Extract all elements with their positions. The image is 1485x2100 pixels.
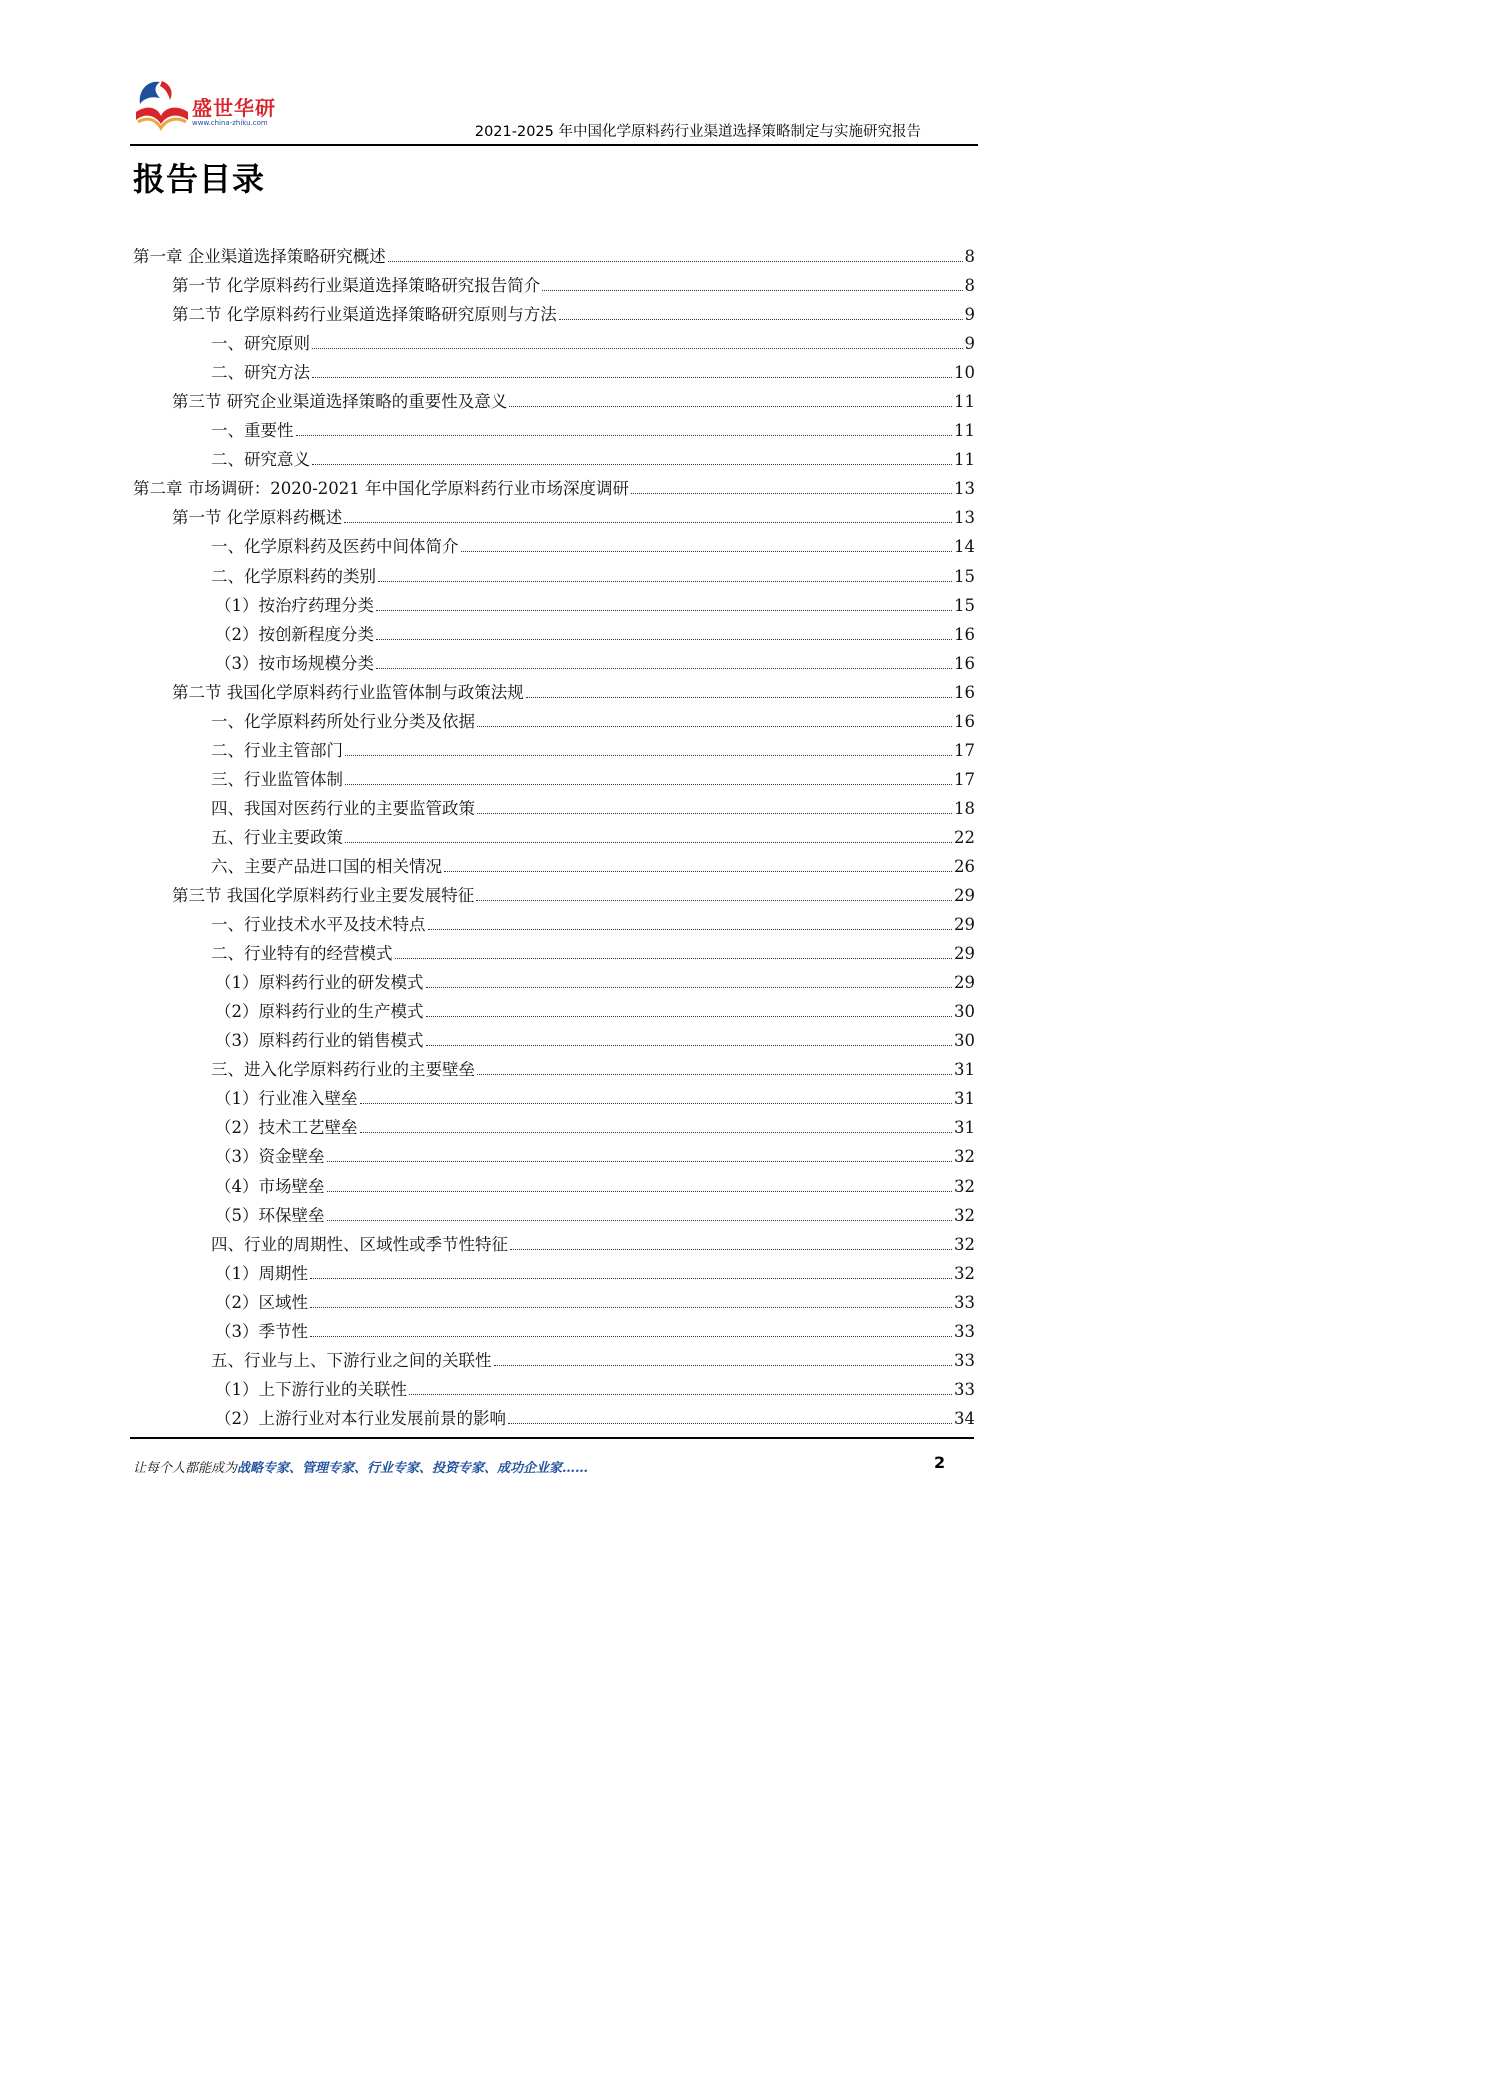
toc-entry-label: （2）上游行业对本行业发展前景的影响 [215, 1408, 506, 1428]
toc-entry-page: 10 [954, 363, 975, 383]
toc-dot-leader [461, 550, 953, 552]
toc-entry-page: 32 [954, 1205, 975, 1225]
toc-entry-page: 33 [954, 1321, 975, 1341]
toc-entry-label: 第一章 企业渠道选择策略研究概述 [133, 247, 386, 266]
toc-entry[interactable] [133, 474, 975, 503]
toc-entry[interactable] [133, 1404, 975, 1433]
toc-entry-page: 16 [954, 624, 975, 644]
toc-entry-label: 五、行业与上、下游行业之间的关联性 [211, 1350, 492, 1370]
toc-entry-page: 17 [954, 769, 975, 789]
toc-dot-leader [327, 1160, 953, 1162]
toc-entry-page: 14 [954, 537, 975, 557]
footer-divider [130, 1437, 974, 1439]
toc-entry-page: 32 [954, 1263, 975, 1283]
toc-entry-label: （3）原料药行业的销售模式 [215, 1031, 424, 1051]
toc-entry-page: 29 [954, 973, 975, 993]
toc-entry[interactable] [133, 707, 975, 736]
toc-entry-label: 五、行业主要政策 [211, 827, 343, 847]
toc-entry-label: 第二章 市场调研：2020-2021 年中国化学原料药行业市场深度调研 [133, 479, 630, 499]
page-header [130, 78, 978, 146]
toc-dot-leader [378, 580, 952, 582]
toc-entry[interactable] [133, 1201, 975, 1230]
toc-entry-label: 一、行业技术水平及技术特点 [211, 915, 426, 935]
toc-entry-page: 11 [954, 421, 975, 441]
toc-dot-leader [327, 1190, 953, 1192]
toc-entry[interactable] [133, 794, 975, 823]
toc-entry[interactable] [133, 445, 975, 474]
toc-entry-page: 13 [954, 479, 975, 499]
toc-entry-page: 32 [954, 1234, 975, 1254]
toc-dot-leader [327, 1219, 953, 1221]
company-logo [130, 78, 290, 138]
logo-brand-name: 盛世华研 [192, 96, 276, 120]
toc-dot-leader [444, 870, 952, 872]
book-logo-icon [130, 78, 192, 134]
toc-entry-page: 11 [954, 450, 975, 470]
toc-entry-label: （4）市场壁垒 [215, 1176, 325, 1196]
toc-entry-label: （3）季节性 [215, 1321, 308, 1341]
toc-entry[interactable] [133, 358, 975, 387]
toc-entry-label: 三、行业监管体制 [211, 769, 343, 789]
toc-entry-page: 30 [954, 1031, 975, 1051]
toc-entry-page: 11 [954, 392, 975, 412]
toc-entry-label: 二、研究意义 [211, 450, 310, 470]
toc-entry-label: 第一节 化学原料药概述 [172, 508, 343, 528]
toc-entry-label: 二、化学原料药的类别 [211, 566, 376, 586]
toc-entry[interactable] [133, 1026, 975, 1055]
toc-entry[interactable] [133, 1259, 975, 1288]
toc-entry-page: 29 [954, 915, 975, 935]
page-number: 2 [934, 1453, 946, 1472]
toc-dot-leader [312, 463, 952, 465]
toc-entry-label: （2）按创新程度分类 [215, 624, 374, 644]
toc-entry[interactable] [133, 736, 975, 765]
toc-dot-leader [526, 696, 952, 698]
toc-dot-leader [477, 725, 952, 727]
toc-dot-leader [345, 841, 952, 843]
toc-dot-leader [312, 376, 952, 378]
toc-entry-label: （5）环保壁垒 [215, 1205, 325, 1225]
toc-entry-page: 33 [954, 1292, 975, 1312]
toc-entry-label: 一、重要性 [211, 421, 294, 441]
toc-dot-leader [426, 1044, 953, 1046]
toc-entry-page: 13 [954, 508, 975, 528]
toc-entry-page: 34 [954, 1408, 975, 1428]
footer-slogan [133, 1457, 588, 1476]
toc-entry[interactable] [133, 765, 975, 794]
toc-entry[interactable] [133, 416, 975, 445]
toc-entry[interactable] [133, 910, 975, 939]
toc-entry-page: 29 [954, 886, 975, 906]
toc-dot-leader [388, 260, 963, 262]
table-of-contents [133, 242, 975, 1433]
toc-dot-leader [428, 928, 953, 930]
toc-entry-label: 二、研究方法 [211, 363, 310, 383]
toc-dot-leader [508, 1422, 952, 1424]
toc-dot-leader [345, 754, 952, 756]
report-title: 2021-2025 年中国化学原料药行业渠道选择策略制定与实施研究报告 [474, 124, 921, 140]
toc-entry[interactable] [133, 968, 975, 997]
toc-entry-label: 第二节 我国化学原料药行业监管体制与政策法规 [172, 682, 524, 702]
toc-entry[interactable] [133, 997, 975, 1026]
toc-entry-page: 8 [964, 247, 975, 266]
toc-entry[interactable] [133, 1055, 975, 1084]
toc-entry[interactable] [133, 329, 975, 358]
toc-dot-leader [296, 434, 953, 436]
toc-entry[interactable] [133, 1288, 975, 1317]
toc-entry-label: 第三节 我国化学原料药行业主要发展特征 [172, 886, 475, 906]
toc-entry[interactable] [133, 1230, 975, 1259]
toc-dot-leader [310, 1306, 952, 1308]
toc-dot-leader [376, 638, 952, 640]
toc-entry-label: （1）行业准入壁垒 [215, 1089, 358, 1109]
toc-dot-leader [426, 986, 953, 988]
toc-entry[interactable] [133, 1142, 975, 1171]
toc-entry-label: 四、我国对医药行业的主要监管政策 [211, 798, 475, 818]
toc-entry-label: 一、化学原料药所处行业分类及依据 [211, 711, 475, 731]
toc-dot-leader [395, 957, 953, 959]
toc-dot-leader [310, 1277, 952, 1279]
toc-entry-page: 9 [964, 305, 975, 325]
toc-entry[interactable] [133, 242, 975, 271]
toc-entry-label: （1）上下游行业的关联性 [215, 1379, 407, 1399]
toc-entry[interactable] [133, 1346, 975, 1375]
toc-entry[interactable] [133, 271, 975, 300]
toc-entry-page: 15 [954, 595, 975, 615]
toc-entry-page: 31 [954, 1060, 975, 1080]
toc-entry-page: 26 [954, 856, 975, 876]
toc-dot-leader [409, 1393, 952, 1395]
toc-dot-leader [376, 609, 952, 611]
toc-dot-leader [477, 1073, 952, 1075]
toc-entry[interactable] [133, 678, 975, 707]
toc-entry[interactable] [133, 1113, 975, 1142]
toc-entry-label: （1）周期性 [215, 1263, 308, 1283]
toc-entry-label: 一、研究原则 [211, 334, 310, 354]
toc-entry[interactable] [133, 852, 975, 881]
toc-entry-label: 一、化学原料药及医药中间体简介 [211, 537, 459, 557]
toc-dot-leader [344, 521, 952, 523]
footer-slogan-highlight: 战略专家、管理专家、行业专家、投资专家、成功企业家…… [237, 1461, 589, 1476]
toc-entry-page: 32 [954, 1176, 975, 1196]
toc-entry-page: 16 [954, 711, 975, 731]
toc-entry-label: 六、主要产品进口国的相关情况 [211, 856, 442, 876]
toc-dot-leader [477, 812, 952, 814]
toc-entry[interactable] [133, 1172, 975, 1201]
toc-entry[interactable] [133, 562, 975, 591]
toc-dot-leader [426, 1015, 953, 1017]
toc-entry[interactable] [133, 532, 975, 561]
toc-entry-page: 8 [964, 276, 975, 296]
toc-dot-leader [510, 1248, 952, 1250]
toc-entry-page: 16 [954, 653, 975, 673]
toc-entry-label: （2）技术工艺壁垒 [215, 1118, 358, 1138]
toc-entry-label: 三、进入化学原料药行业的主要壁垒 [211, 1060, 475, 1080]
toc-dot-leader [509, 405, 952, 407]
page-title: 报告目录 [133, 160, 266, 198]
toc-entry-label: （3）资金壁垒 [215, 1147, 325, 1167]
toc-entry-page: 32 [954, 1147, 975, 1167]
toc-dot-leader [360, 1102, 953, 1104]
toc-entry-label: 第三节 研究企业渠道选择策略的重要性及意义 [172, 392, 508, 412]
toc-dot-leader [542, 289, 962, 291]
toc-dot-leader [631, 492, 952, 494]
toc-entry[interactable] [133, 881, 975, 910]
toc-entry-label: 第一节 化学原料药行业渠道选择策略研究报告简介 [172, 276, 541, 296]
toc-dot-leader [494, 1364, 953, 1366]
toc-entry-label: （1）原料药行业的研发模式 [215, 973, 424, 993]
header-divider [130, 144, 978, 146]
toc-entry[interactable] [133, 823, 975, 852]
toc-entry[interactable] [133, 591, 975, 620]
toc-entry-page: 29 [954, 944, 975, 964]
toc-entry[interactable] [133, 503, 975, 532]
toc-entry-label: （3）按市场规模分类 [215, 653, 374, 673]
toc-entry[interactable] [133, 649, 975, 678]
toc-entry[interactable] [133, 939, 975, 968]
toc-entry-label: （2）区域性 [215, 1292, 308, 1312]
toc-dot-leader [360, 1131, 953, 1133]
toc-entry[interactable] [133, 300, 975, 329]
toc-dot-leader [376, 667, 952, 669]
toc-entry-page: 31 [954, 1118, 975, 1138]
toc-dot-leader [559, 318, 963, 320]
toc-entry[interactable] [133, 387, 975, 416]
toc-entry-page: 22 [954, 827, 975, 847]
toc-entry-page: 15 [954, 566, 975, 586]
toc-entry[interactable] [133, 620, 975, 649]
toc-dot-leader [476, 899, 952, 901]
toc-entry-label: 二、行业主管部门 [211, 740, 343, 760]
toc-entry-label: 第二节 化学原料药行业渠道选择策略研究原则与方法 [172, 305, 557, 325]
toc-dot-leader [312, 347, 963, 349]
logo-website: www.china-zhiku.com [192, 119, 268, 127]
footer-slogan-prefix: 让每个人都能成为 [133, 1461, 238, 1476]
toc-entry[interactable] [133, 1317, 975, 1346]
toc-entry-page: 18 [954, 798, 975, 818]
toc-entry-page: 16 [954, 682, 975, 702]
toc-entry[interactable] [133, 1375, 975, 1404]
toc-entry-label: 四、行业的周期性、区域性或季节性特征 [211, 1234, 508, 1254]
toc-entry-label: 二、行业特有的经营模式 [211, 944, 393, 964]
toc-entry-page: 30 [954, 1002, 975, 1022]
toc-dot-leader [310, 1335, 952, 1337]
toc-entry[interactable] [133, 1084, 975, 1113]
toc-entry-page: 9 [964, 334, 975, 354]
toc-dot-leader [345, 783, 952, 785]
toc-entry-page: 31 [954, 1089, 975, 1109]
toc-entry-page: 33 [954, 1379, 975, 1399]
toc-entry-page: 17 [954, 740, 975, 760]
toc-entry-page: 33 [954, 1350, 975, 1370]
toc-entry-label: （1）按治疗药理分类 [215, 595, 374, 615]
toc-entry-label: （2）原料药行业的生产模式 [215, 1002, 424, 1022]
